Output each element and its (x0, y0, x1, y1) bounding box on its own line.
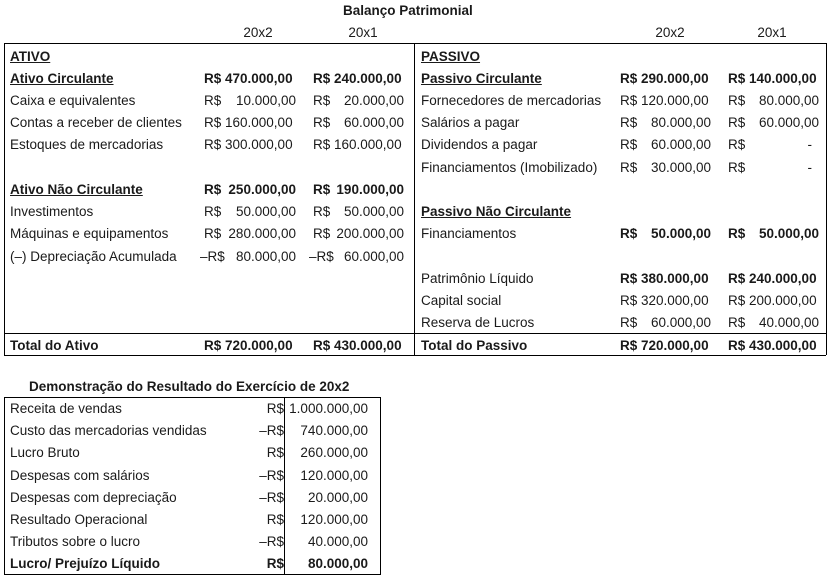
reserva-lucros-20x2: R$ 60.000,00 (620, 315, 711, 330)
balance-top-border (4, 43, 826, 44)
total-ativo-20x1: R$ 430.000,00 (313, 338, 402, 353)
dre-row-currency: R$ (266, 401, 284, 416)
dre-row-amount: 20.000,00 (307, 490, 368, 505)
maquinas-20x2: R$ 280.000,00 (204, 226, 296, 241)
total-passivo-20x2: R$ 720.000,00 (620, 338, 709, 353)
contas-receber-label: Contas a receber de clientes (10, 115, 182, 130)
total-ativo-label: Total do Ativo (10, 338, 99, 353)
salarios-20x1: R$ 60.000,00 (728, 115, 819, 130)
maquinas-label: Máquinas e equipamentos (10, 226, 169, 241)
financiamentos-label: Financiamentos (421, 226, 517, 241)
investimentos-20x2: R$ 50.000,00 (204, 204, 296, 219)
dre-row-label: Lucro Bruto (10, 445, 80, 460)
salarios-20x2: R$ 80.000,00 (620, 115, 711, 130)
passivo-circulante-label: Passivo Circulante (421, 71, 542, 86)
dre-row-label: Custo das mercadorias vendidas (10, 423, 207, 438)
dre-row-currency: –R$ (259, 423, 284, 438)
dividendos-20x2: R$ 60.000,00 (620, 137, 711, 152)
patrimonio-liquido-20x2: R$ 380.000,00 (620, 271, 709, 286)
dre-column-divider (284, 397, 285, 575)
investimentos-20x1: R$ 50.000,00 (313, 204, 404, 219)
capital-social-20x1: R$ 200.000,00 (728, 293, 817, 308)
ativo-year-2-header: 20x2 (243, 25, 273, 40)
ativo-circulante-20x1: R$ 240.000,00 (313, 71, 402, 86)
contas-receber-20x2: R$ 160.000,00 (204, 115, 293, 130)
estoques-label: Estoques de mercadorias (10, 137, 164, 152)
dre-row-label: Despesas com depreciação (10, 490, 177, 505)
balance-total-separator (4, 333, 826, 334)
total-ativo-20x2: R$ 720.000,00 (204, 338, 293, 353)
dre-row-amount: 740.000,00 (300, 423, 368, 438)
dividendos-20x1: R$ - (728, 137, 812, 152)
balance-center-divider (414, 43, 415, 355)
dre-row-amount: 80.000,00 (307, 556, 368, 571)
balance-left-border (4, 43, 5, 355)
patrimonio-liquido-label: Patrimônio Líquido (421, 271, 534, 286)
fornecedores-20x2: R$ 120.000,00 (620, 93, 709, 108)
depreciacao-label: (–) Depreciação Acumulada (10, 249, 177, 264)
fornecedores-label: Fornecedores de mercadorias (421, 93, 602, 108)
passivo-year-1-header: 20x1 (757, 25, 787, 40)
salarios-label: Salários a pagar (421, 115, 520, 130)
dre-row-amount: 1.000.000,00 (289, 401, 368, 416)
financ-imobilizado-20x1: R$ - (728, 160, 812, 175)
financ-imobilizado-label: Financiamentos (Imobilizado) (421, 160, 598, 175)
dre-title: Demonstração do Resultado do Exercício de 20x2 (29, 379, 350, 394)
estoques-20x2: R$ 300.000,00 (204, 137, 293, 152)
dre-row-label: Tributos sobre o lucro (10, 534, 141, 549)
caixa-20x2: R$ 10.000,00 (204, 93, 296, 108)
dre-row-currency: R$ (266, 512, 284, 527)
ativo-nao-circulante-20x1: R$ 190.000,00 (313, 182, 404, 197)
contas-receber-20x1: R$ 60.000,00 (313, 115, 404, 130)
passivo-circulante-20x1: R$ 140.000,00 (728, 71, 817, 86)
capital-social-20x2: R$ 320.000,00 (620, 293, 709, 308)
caixa-label: Caixa e equivalentes (10, 93, 136, 108)
caixa-20x1: R$ 20.000,00 (313, 93, 404, 108)
dre-row-amount: 260.000,00 (300, 445, 368, 460)
ativo-nao-circulante-label: Ativo Não Circulante (10, 182, 143, 197)
dre-row-label: Despesas com salários (10, 468, 150, 483)
dre-row-currency: R$ (266, 445, 284, 460)
balance-title: Balanço Patrimonial (343, 3, 473, 18)
ativo-circulante-label: Ativo Circulante (10, 71, 114, 86)
balance-right-border (826, 43, 827, 355)
financiamentos-20x1: R$ 50.000,00 (728, 226, 819, 241)
dre-row-label: Receita de vendas (10, 401, 122, 416)
passivo-circulante-20x2: R$ 290.000,00 (620, 71, 709, 86)
reserva-lucros-20x1: R$ 40.000,00 (728, 315, 819, 330)
balance-bottom-border (4, 355, 826, 356)
total-passivo-20x1: R$ 430.000,00 (728, 338, 817, 353)
dre-row-label: Resultado Operacional (10, 512, 148, 527)
ativo-year-1-header: 20x1 (348, 25, 378, 40)
passivo-year-2-header: 20x2 (655, 25, 685, 40)
dividendos-label: Dividendos a pagar (421, 137, 538, 152)
fornecedores-20x1: R$ 80.000,00 (728, 93, 819, 108)
passivo-nao-circulante-label: Passivo Não Circulante (421, 204, 572, 219)
ativo-header: ATIVO (10, 49, 51, 64)
dre-row-currency: –R$ (259, 490, 284, 505)
estoques-20x1: R$ 160.000,00 (313, 137, 402, 152)
dre-row-amount: 120.000,00 (300, 512, 368, 527)
financ-imobilizado-20x2: R$ 30.000,00 (620, 160, 711, 175)
dre-row-amount: 40.000,00 (307, 534, 368, 549)
total-passivo-label: Total do Passivo (421, 338, 528, 353)
capital-social-label: Capital social (421, 293, 502, 308)
ativo-nao-circulante-20x2: R$ 250.000,00 (204, 182, 296, 197)
dre-row-amount: 120.000,00 (300, 468, 368, 483)
dre-row-currency: –R$ (259, 468, 284, 483)
financiamentos-20x2: R$ 50.000,00 (620, 226, 711, 241)
dre-row-currency: –R$ (259, 534, 284, 549)
patrimonio-liquido-20x1: R$ 240.000,00 (728, 271, 817, 286)
investimentos-label: Investimentos (10, 204, 94, 219)
dre-row-label: Lucro/ Prejuízo Líquido (10, 556, 160, 571)
passivo-header: PASSIVO (421, 49, 481, 64)
depreciacao-20x2: –R$ 80.000,00 (200, 249, 296, 264)
ativo-circulante-20x2: R$ 470.000,00 (204, 71, 293, 86)
reserva-lucros-label: Reserva de Lucros (421, 315, 535, 330)
maquinas-20x1: R$ 200.000,00 (313, 226, 404, 241)
depreciacao-20x1: –R$ 60.000,00 (309, 249, 404, 264)
dre-row-currency: R$ (266, 556, 284, 571)
